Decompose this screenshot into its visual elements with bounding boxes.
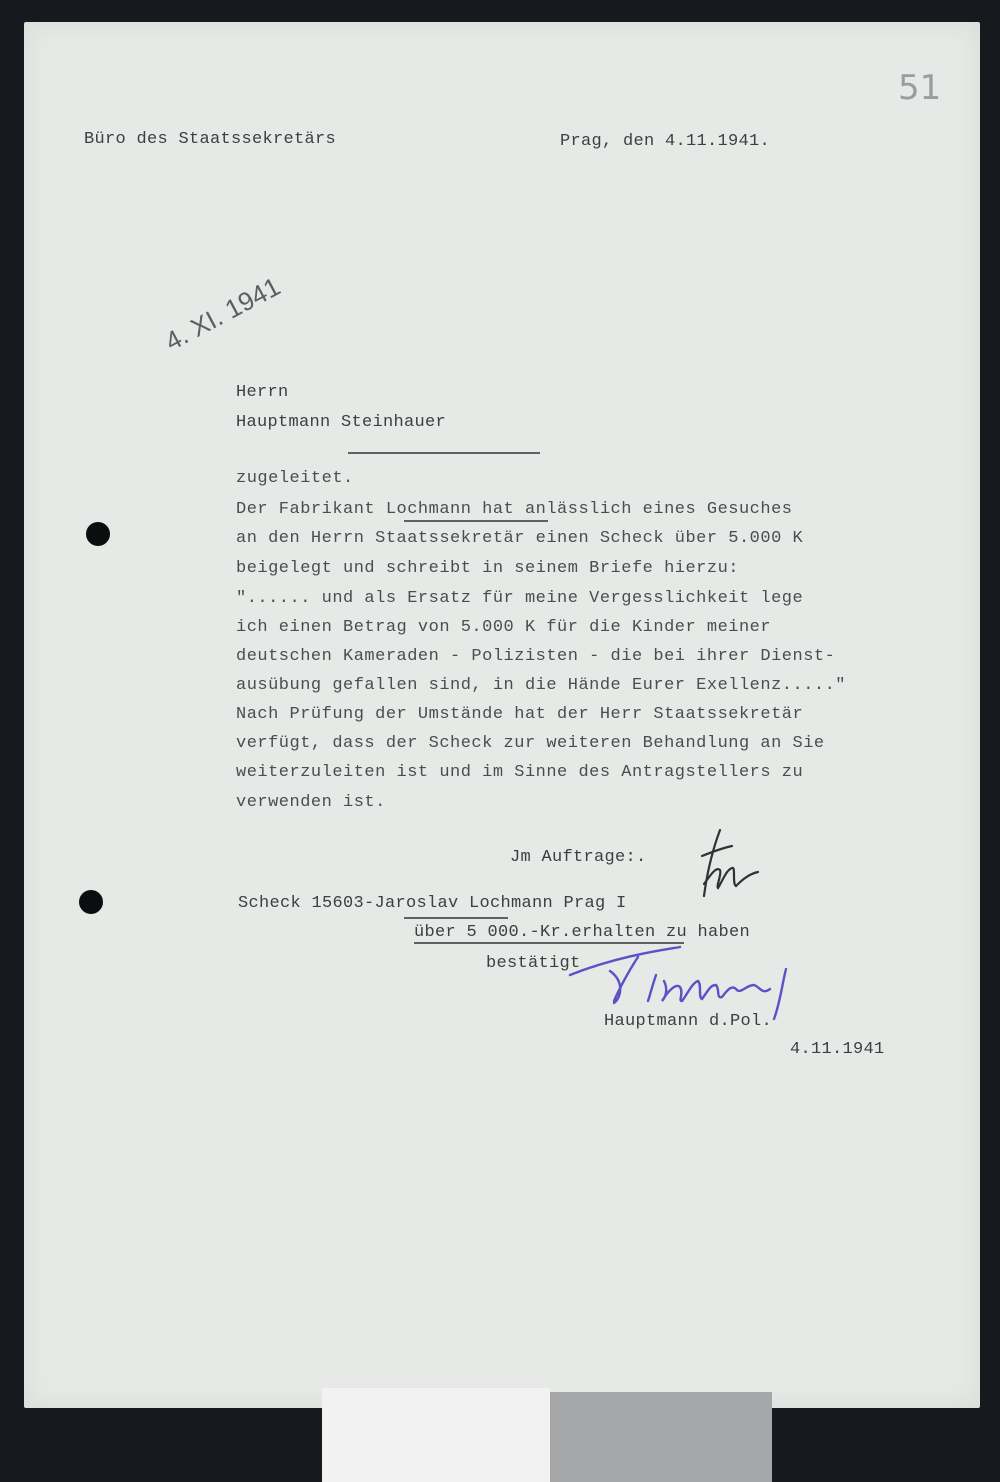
lochmann-underline — [404, 520, 548, 522]
archive-strip-grey — [550, 1392, 772, 1482]
body-line: verfügt, dass der Scheck zur weiteren Behandlung an Sie — [236, 734, 825, 753]
punch-hole-bottom — [79, 890, 103, 914]
body-line: ausübung gefallen sind, in die Hände Eurer Exellenz....." — [236, 676, 846, 695]
body-line: verwenden ist. — [236, 793, 386, 812]
receipt-line-2: über 5 000.-Kr.erhalten zu haben — [414, 923, 751, 942]
office-heading: Büro des Staatssekretärs — [84, 130, 337, 149]
body-line: weiterzuleiten ist und im Sinne des Antragstellers zu — [236, 763, 804, 782]
receipt-date: 4.11.1941 — [790, 1040, 885, 1059]
initials-signature — [692, 826, 772, 906]
check-underline — [404, 917, 508, 919]
archive-strip-white — [322, 1388, 550, 1482]
date-stamp: 4. XI. 1941 — [160, 270, 286, 357]
signatory-rank: Hauptmann d.Pol. — [604, 1012, 773, 1031]
page-number: 51 — [898, 68, 942, 108]
body-line: beigelegt und schreibt in seinem Briefe hierzu: — [236, 559, 739, 578]
addressee-underline — [348, 452, 540, 454]
body-line: deutschen Kameraden - Polizisten - die bei ihrer Dienst- — [236, 647, 836, 666]
body-line: Nach Prüfung der Umstände hat der Herr Staatssekretär — [236, 705, 804, 724]
body-line: "...... und als Ersatz für meine Vergesslichkeit lege — [236, 589, 804, 608]
addressee-salutation: Herrn — [236, 383, 289, 402]
receipt-line-1: Scheck 15603-Jaroslav Lochmann Prag I — [238, 894, 627, 913]
body-line: Der Fabrikant Lochmann hat anlässlich eines Gesuches — [236, 500, 793, 519]
body-line: zugeleitet. — [236, 469, 354, 488]
closing-phrase: Jm Auftrage:. — [510, 848, 647, 867]
body-line: an den Herrn Staatssekretär einen Scheck über 5.000 K — [236, 529, 804, 548]
addressee-name: Hauptmann Steinhauer — [236, 413, 447, 432]
receipt-confirmed: bestätigt — [486, 954, 581, 973]
place-date: Prag, den 4.11.1941. — [560, 132, 771, 151]
punch-hole-top — [86, 522, 110, 546]
body-line: ich einen Betrag von 5.000 K für die Kinder meiner — [236, 618, 772, 637]
